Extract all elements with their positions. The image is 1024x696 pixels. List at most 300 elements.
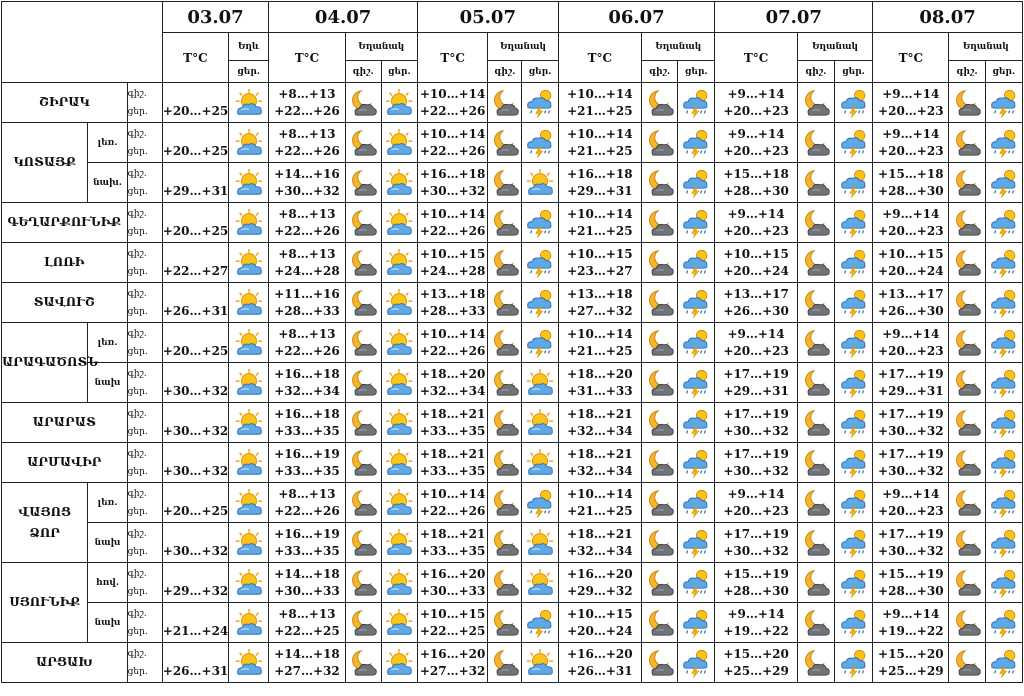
day-label: ցեր. <box>381 61 417 83</box>
thunder-icon <box>839 568 869 598</box>
moon-cloud-icon <box>952 488 982 518</box>
time-labels <box>127 83 162 123</box>
day-weather-cell <box>381 363 417 403</box>
temp-cell <box>417 523 487 563</box>
day-weather-cell <box>522 243 558 283</box>
temp-range: +29…+32 <box>162 563 228 603</box>
day-temp: +26…+30 <box>878 303 944 318</box>
night-temp: +17…+19 <box>878 366 944 381</box>
weather-header: Եղանակ <box>949 33 1023 61</box>
night-weather-cell <box>949 283 985 323</box>
day-temp: +29…+32 <box>567 583 633 598</box>
sun-cloud-icon <box>234 248 264 278</box>
temp-cell <box>715 483 797 523</box>
sun-cloud-icon <box>384 568 414 598</box>
moon-cloud-icon <box>801 528 831 558</box>
night-temp: +18…+20 <box>567 366 633 381</box>
day-temp: +33…+35 <box>274 543 340 558</box>
region-row <box>2 523 1023 563</box>
night-temp: +16…+18 <box>567 166 633 181</box>
night-temp: +9…+14 <box>727 126 785 141</box>
night-label: գիշ. <box>127 208 147 219</box>
moon-cloud-icon <box>348 248 378 278</box>
temp-header: T°C <box>558 33 641 83</box>
night-temp: +13…+18 <box>567 286 633 301</box>
sun-cloud-icon <box>384 208 414 238</box>
day-weather-cell <box>381 203 417 243</box>
sun-cloud-icon <box>525 568 555 598</box>
night-temp: +10…+15 <box>419 606 486 621</box>
temp-range: +20…+25 <box>162 483 228 523</box>
day-label: ցեր. <box>127 106 148 117</box>
day-temp: +22…+25 <box>274 623 340 638</box>
weather-icon-cell <box>229 563 269 603</box>
night-weather-cell <box>488 163 522 203</box>
temp-cell <box>715 163 797 203</box>
day-weather-cell <box>834 123 872 163</box>
day-temp: +22…+26 <box>274 503 340 518</box>
night-temp: +9…+14 <box>727 206 785 221</box>
region-row <box>2 203 1023 243</box>
night-weather-cell <box>345 283 381 323</box>
thunder-icon <box>681 128 711 158</box>
day-temp: +20…+23 <box>723 103 789 118</box>
time-labels <box>127 603 162 643</box>
night-temp: +8…+13 <box>278 486 336 501</box>
night-label: գիշ. <box>127 368 147 379</box>
day-weather-cell <box>985 203 1022 243</box>
sun-cloud-icon <box>525 368 555 398</box>
region-name: ՏԱՎՈՒՇ <box>2 283 128 323</box>
temp-cell <box>873 443 949 483</box>
time-labels <box>127 203 162 243</box>
sun-cloud-icon <box>384 408 414 438</box>
day-temp: +28…+30 <box>878 583 944 598</box>
night-weather-cell <box>345 243 381 283</box>
weather-header: Եղանակ <box>642 33 715 61</box>
thunder-icon <box>681 328 711 358</box>
night-temp: +16…+18 <box>274 366 340 381</box>
night-temp: +13…+17 <box>878 286 944 301</box>
night-weather-cell <box>345 203 381 243</box>
night-temp: +13…+18 <box>419 286 486 301</box>
night-weather-cell <box>797 443 834 483</box>
day-temp: +30…+32 <box>274 183 340 198</box>
day-temp: +26…+30 <box>723 303 789 318</box>
thunder-icon <box>839 408 869 438</box>
thunder-icon <box>839 328 869 358</box>
day-temp: +21…+25 <box>567 103 633 118</box>
day-weather-cell <box>381 443 417 483</box>
night-temp: +18…+21 <box>567 526 633 541</box>
day-temp: +20…+23 <box>878 503 944 518</box>
day-label: ցեր. <box>127 466 148 477</box>
night-temp: +9…+14 <box>882 86 940 101</box>
thunder-icon <box>681 88 711 118</box>
day-weather-cell <box>985 523 1022 563</box>
moon-cloud-icon <box>952 168 982 198</box>
moon-cloud-icon <box>952 568 982 598</box>
weather-icon-cell <box>229 443 269 483</box>
day-temp: +30…+32 <box>419 183 486 198</box>
moon-cloud-icon <box>490 168 520 198</box>
day-temp: +22…+26 <box>419 103 486 118</box>
subregion-label: նախ <box>88 523 127 563</box>
day-temp: +33…+35 <box>419 423 486 438</box>
thunder-icon <box>681 528 711 558</box>
temp-cell <box>873 643 949 683</box>
night-weather-cell <box>488 123 522 163</box>
moon-cloud-icon <box>645 528 675 558</box>
night-weather-cell <box>949 83 985 123</box>
night-label: գիշ. <box>127 568 147 579</box>
night-label: գիշ. <box>127 528 147 539</box>
night-weather-cell <box>797 523 834 563</box>
night-weather-cell <box>488 403 522 443</box>
temp-cell <box>417 243 487 283</box>
moon-cloud-icon <box>490 248 520 278</box>
temp-range: +30…+32 <box>162 363 228 403</box>
day-temp: +20…+23 <box>878 223 944 238</box>
night-temp: +10…+14 <box>567 326 633 341</box>
sun-cloud-icon <box>384 288 414 318</box>
day-weather-cell <box>381 283 417 323</box>
night-temp: +15…+20 <box>723 646 789 661</box>
night-temp: +17…+19 <box>878 526 944 541</box>
night-temp: +9…+14 <box>882 326 940 341</box>
day-temp: +24…+28 <box>274 263 340 278</box>
temp-range: +21…+24 <box>162 603 228 643</box>
night-temp: +18…+20 <box>419 366 486 381</box>
day-weather-cell <box>985 563 1022 603</box>
night-weather-cell <box>345 643 381 683</box>
temp-cell <box>558 603 641 643</box>
day-weather-cell <box>381 403 417 443</box>
time-labels <box>127 443 162 483</box>
sun-cloud-icon <box>384 608 414 638</box>
day-label: ցեր. <box>127 426 148 437</box>
night-weather-cell <box>345 563 381 603</box>
temp-cell <box>269 123 345 163</box>
night-weather-cell <box>642 563 678 603</box>
sun-cloud-icon <box>234 448 264 478</box>
night-temp: +9…+14 <box>727 326 785 341</box>
temp-cell <box>715 443 797 483</box>
temp-cell <box>417 483 487 523</box>
moon-cloud-icon <box>490 208 520 238</box>
moon-cloud-icon <box>952 288 982 318</box>
day-label: ցեր. <box>678 61 715 83</box>
moon-cloud-icon <box>490 568 520 598</box>
moon-cloud-icon <box>490 368 520 398</box>
thunder-icon <box>989 328 1019 358</box>
thunder-icon <box>681 568 711 598</box>
sun-cloud-icon <box>234 88 264 118</box>
temp-cell <box>715 243 797 283</box>
temp-range: +20…+25 <box>162 323 228 363</box>
moon-cloud-icon <box>645 448 675 478</box>
temp-cell <box>558 403 641 443</box>
day-weather-cell <box>834 363 872 403</box>
sun-cloud-icon <box>234 168 264 198</box>
temp-cell <box>558 163 641 203</box>
day-temp: +31…+33 <box>567 383 633 398</box>
day-weather-cell <box>834 483 872 523</box>
temp-cell <box>558 203 641 243</box>
moon-cloud-icon <box>645 408 675 438</box>
region-row <box>2 643 1023 683</box>
day-temp: +19…+22 <box>878 623 944 638</box>
day-weather-cell <box>678 203 715 243</box>
night-weather-cell <box>949 123 985 163</box>
temp-cell <box>558 283 641 323</box>
thunder-icon <box>839 128 869 158</box>
subregion-label: նախ <box>88 363 127 403</box>
night-weather-cell <box>949 203 985 243</box>
weather-icon-cell <box>229 283 269 323</box>
weather-icon-cell <box>229 203 269 243</box>
temp-cell <box>269 363 345 403</box>
night-weather-cell <box>642 403 678 443</box>
night-temp: +10…+14 <box>419 126 486 141</box>
day-temp: +28…+33 <box>419 303 486 318</box>
day-weather-cell <box>985 643 1022 683</box>
day-weather-cell <box>834 243 872 283</box>
day-weather-cell <box>522 363 558 403</box>
day-weather-cell <box>678 483 715 523</box>
day-label: ցեր. <box>127 186 148 197</box>
day-temp: +22…+26 <box>274 343 340 358</box>
night-temp: +18…+21 <box>567 446 633 461</box>
moon-cloud-icon <box>645 608 675 638</box>
night-weather-cell <box>345 403 381 443</box>
moon-cloud-icon <box>801 608 831 638</box>
night-label: գիշ. <box>127 328 147 339</box>
day-temp: +32…+34 <box>419 383 486 398</box>
day-weather-cell <box>678 643 715 683</box>
night-temp: +16…+20 <box>567 566 633 581</box>
night-temp: +10…+14 <box>419 206 486 221</box>
day-temp: +20…+23 <box>723 143 789 158</box>
moon-cloud-icon <box>952 448 982 478</box>
moon-cloud-icon <box>348 528 378 558</box>
subregion-label: նախ. <box>88 163 127 203</box>
day-weather-cell <box>678 363 715 403</box>
moon-cloud-icon <box>645 168 675 198</box>
day-temp: +30…+32 <box>723 423 789 438</box>
day-temp: +20…+24 <box>878 263 944 278</box>
temp-cell <box>269 603 345 643</box>
night-temp: +9…+14 <box>727 86 785 101</box>
night-weather-cell <box>797 363 834 403</box>
night-temp: +10…+14 <box>419 486 486 501</box>
night-weather-cell <box>345 123 381 163</box>
thunder-icon <box>525 88 555 118</box>
temp-cell <box>558 123 641 163</box>
time-labels <box>127 643 162 683</box>
thunder-icon <box>681 248 711 278</box>
temp-cell <box>715 203 797 243</box>
night-label: գիշ. <box>127 128 147 139</box>
moon-cloud-icon <box>645 88 675 118</box>
moon-cloud-icon <box>801 88 831 118</box>
day-temp: +30…+32 <box>878 543 944 558</box>
forecast-page <box>1 1 1023 694</box>
day-label: ցեր. <box>127 306 148 317</box>
thunder-icon <box>681 368 711 398</box>
day-temp: +25…+29 <box>878 663 944 678</box>
day-temp: +22…+26 <box>274 103 340 118</box>
night-label: գիշ. <box>797 61 834 83</box>
day-weather-cell <box>381 163 417 203</box>
temp-header: T°C <box>417 33 487 83</box>
night-weather-cell <box>949 243 985 283</box>
night-weather-cell <box>488 203 522 243</box>
night-label: գիշ. <box>642 61 678 83</box>
moon-cloud-icon <box>952 328 982 358</box>
sun-cloud-icon <box>384 328 414 358</box>
day-weather-cell <box>834 443 872 483</box>
moon-cloud-icon <box>645 128 675 158</box>
temp-cell <box>558 443 641 483</box>
night-temp: +16…+19 <box>274 446 340 461</box>
day-weather-cell <box>381 323 417 363</box>
day-weather-cell <box>834 643 872 683</box>
day-temp: +22…+26 <box>274 223 340 238</box>
night-temp: +16…+18 <box>274 406 340 421</box>
sun-cloud-icon <box>384 488 414 518</box>
sun-cloud-icon <box>525 408 555 438</box>
night-weather-cell <box>797 243 834 283</box>
day-weather-cell <box>985 403 1022 443</box>
moon-cloud-icon <box>490 608 520 638</box>
night-weather-cell <box>488 603 522 643</box>
day-temp: +26…+31 <box>567 663 633 678</box>
temp-cell <box>873 603 949 643</box>
night-weather-cell <box>488 443 522 483</box>
temp-header: T°C <box>162 33 228 83</box>
moon-cloud-icon <box>801 128 831 158</box>
time-labels <box>127 483 162 523</box>
temp-cell <box>715 283 797 323</box>
night-weather-cell <box>949 563 985 603</box>
night-temp: +17…+19 <box>723 446 789 461</box>
thunder-icon <box>839 528 869 558</box>
day-weather-cell <box>522 403 558 443</box>
night-temp: +17…+19 <box>723 526 789 541</box>
day-temp: +32…+34 <box>274 383 340 398</box>
day-weather-cell <box>381 83 417 123</box>
day-temp: +20…+23 <box>878 343 944 358</box>
night-temp: +17…+19 <box>723 406 789 421</box>
thunder-icon <box>989 488 1019 518</box>
day-temp: +29…+31 <box>567 183 633 198</box>
day-weather-cell <box>834 203 872 243</box>
night-weather-cell <box>949 163 985 203</box>
day-weather-cell <box>381 603 417 643</box>
night-label: գիշ. <box>127 408 147 419</box>
moon-cloud-icon <box>490 408 520 438</box>
night-label: գիշ. <box>488 61 522 83</box>
day-weather-cell <box>985 163 1022 203</box>
night-temp: +10…+15 <box>419 246 486 261</box>
night-weather-cell <box>949 523 985 563</box>
temp-cell <box>873 363 949 403</box>
day-weather-cell <box>834 163 872 203</box>
day-temp: +32…+34 <box>567 463 633 478</box>
temp-cell <box>715 323 797 363</box>
thunder-icon <box>989 648 1019 678</box>
moon-cloud-icon <box>645 488 675 518</box>
day-weather-cell <box>381 643 417 683</box>
weather-header: Եղանակ <box>345 33 417 61</box>
night-temp: +8…+13 <box>278 606 336 621</box>
moon-cloud-icon <box>348 448 378 478</box>
region-name: ՇԻՐԱԿ <box>2 83 128 123</box>
thunder-icon <box>989 568 1019 598</box>
sun-cloud-icon <box>234 128 264 158</box>
moon-cloud-icon <box>348 288 378 318</box>
night-weather-cell <box>345 603 381 643</box>
moon-cloud-icon <box>348 168 378 198</box>
night-temp: +18…+21 <box>567 406 633 421</box>
day-temp: +20…+24 <box>567 623 633 638</box>
region-row <box>2 443 1023 483</box>
temp-cell <box>715 603 797 643</box>
temp-range: +30…+32 <box>162 443 228 483</box>
moon-cloud-icon <box>490 128 520 158</box>
thunder-icon <box>839 488 869 518</box>
time-labels <box>127 123 162 163</box>
sun-cloud-icon <box>384 648 414 678</box>
day-label: ցեր. <box>127 586 148 597</box>
sun-cloud-icon <box>384 168 414 198</box>
day-weather-cell <box>834 523 872 563</box>
day-weather-cell <box>522 643 558 683</box>
night-label: գիշ. <box>949 61 985 83</box>
day-temp: +20…+23 <box>878 143 944 158</box>
day-weather-cell <box>834 83 872 123</box>
date-header: 07.07 <box>715 2 873 33</box>
moon-cloud-icon <box>952 208 982 238</box>
sun-cloud-icon <box>234 488 264 518</box>
temp-cell <box>873 203 949 243</box>
night-label: գիշ. <box>127 168 147 179</box>
thunder-icon <box>525 608 555 638</box>
region-name: ՎԱՅՈՑ ՁՈՐ <box>2 483 88 563</box>
thunder-icon <box>839 248 869 278</box>
night-weather-cell <box>949 363 985 403</box>
night-temp: +15…+20 <box>878 646 944 661</box>
night-weather-cell <box>949 403 985 443</box>
thunder-icon <box>839 288 869 318</box>
thunder-icon <box>525 288 555 318</box>
temp-cell <box>417 83 487 123</box>
header-corner <box>2 2 163 83</box>
thunder-icon <box>681 648 711 678</box>
time-labels <box>127 563 162 603</box>
night-weather-cell <box>797 323 834 363</box>
weather-icon-cell <box>229 523 269 563</box>
thunder-icon <box>989 248 1019 278</box>
day-temp: +30…+32 <box>878 423 944 438</box>
temp-cell <box>558 363 641 403</box>
temp-range: +20…+25 <box>162 203 228 243</box>
sun-cloud-icon <box>525 528 555 558</box>
region-name: ԼՈՌԻ <box>2 243 128 283</box>
night-temp: +13…+17 <box>723 286 789 301</box>
region-row <box>2 123 1023 163</box>
